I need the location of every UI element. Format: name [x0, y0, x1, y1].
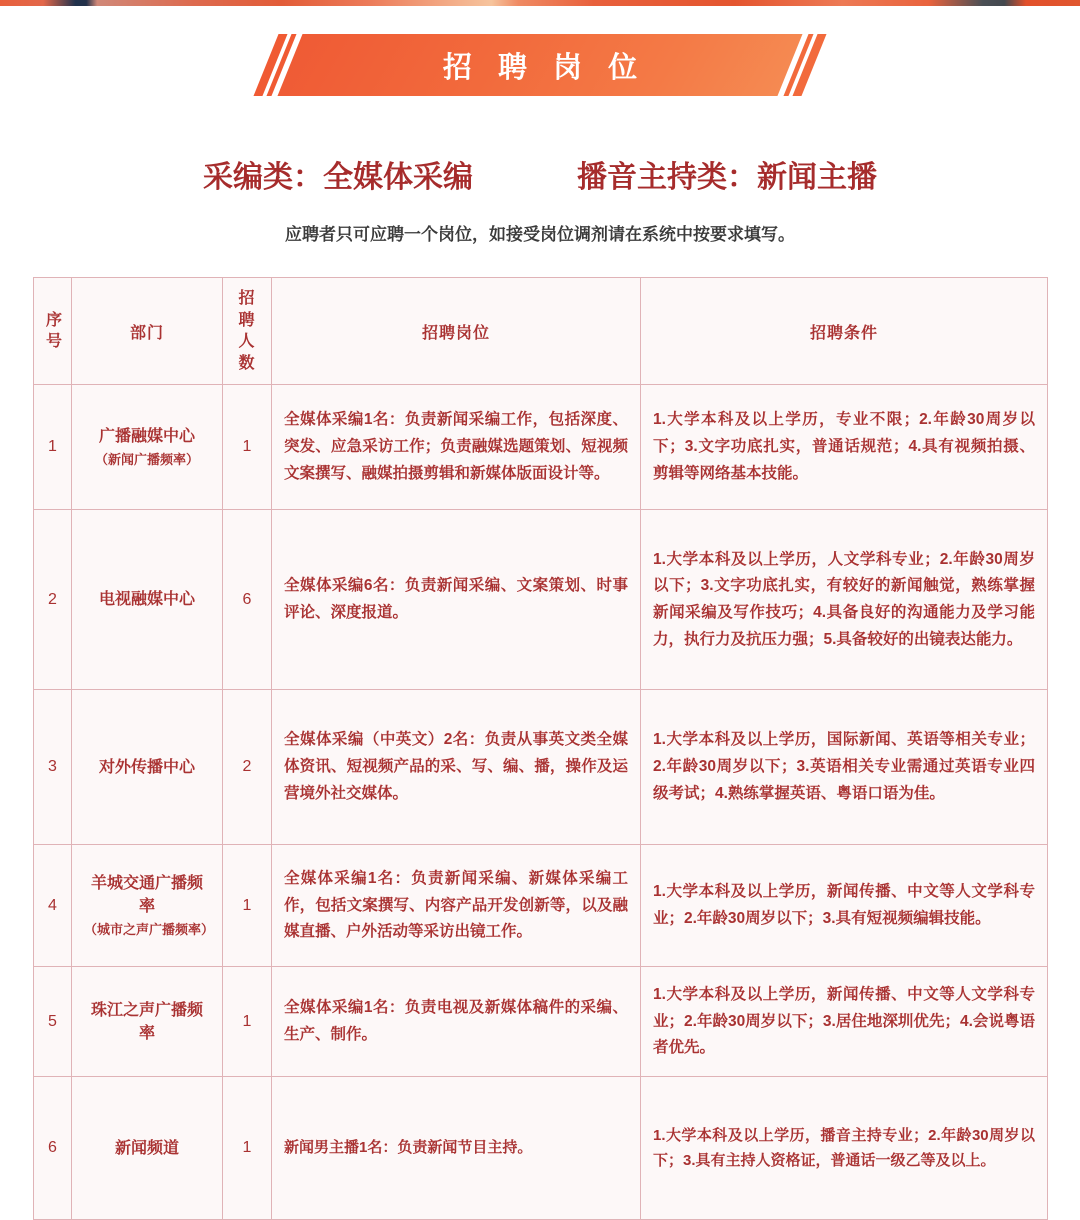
dept-name: 羊城交通广播频率: [90, 875, 203, 916]
category-headings: [0, 152, 1080, 196]
table-row: [34, 845, 1048, 967]
cell-position: 新闻男主播1名：负责新闻节目主持。: [272, 1077, 641, 1220]
column-header-requirements: 招聘条件: [641, 278, 1048, 385]
banner-title-text: 招 聘 岗 位: [442, 51, 647, 84]
cell-department: [72, 385, 223, 510]
table-row: [34, 1077, 1048, 1220]
cell-department: [72, 510, 223, 690]
dept-name: 电视融媒中心: [98, 591, 195, 609]
table-row: [34, 690, 1048, 845]
dept-name: 珠江之声广播频率: [90, 1001, 203, 1042]
cell-position: 全媒体采编1名：负责新闻采编、新媒体采编工作，包括文案撰写、内容产品开发创新等，以及融媒直播、户外活动等采访出镜工作。: [272, 845, 641, 967]
dept-subname: （新闻广播频率）: [94, 451, 199, 467]
dept-subname: （城市之声广播频率）: [84, 921, 215, 937]
recruitment-table-wrap: [33, 277, 1047, 1220]
table-header-row: [34, 278, 1048, 385]
cell-requirements: 1.大学本科及以上学历，新闻传播、中文等人文学科专业；2.年龄30周岁以下；3.居住地深圳优先；4.会说粤语者优先。: [641, 967, 1048, 1077]
heading-anchor-category: 播音主持类：新闻主播: [577, 161, 877, 194]
cell-headcount: 6: [223, 510, 272, 690]
cell-position: 全媒体采编1名：负责新闻采编工作，包括深度、突发、应急采访工作；负责融媒选题策划、短视频文案撰写、融媒拍摄剪辑和新媒体版面设计等。: [272, 385, 641, 510]
cell-index: 5: [34, 967, 72, 1077]
dept-name: 新闻频道: [114, 1139, 179, 1157]
application-notice: 应聘者只可应聘一个岗位，如接受岗位调剂请在系统中按要求填写。: [285, 225, 795, 244]
dept-name: 对外传播中心: [98, 758, 195, 776]
top-edge-strip: [0, 0, 1080, 6]
cell-department: [72, 1077, 223, 1220]
column-header-department: 部门: [72, 278, 223, 385]
column-header-headcount: 招聘人数: [223, 278, 272, 385]
cell-requirements: 1.大学本科及以上学历，播音主持专业；2.年龄30周岁以下；3.具有主持人资格证，普通话一级乙等及以上。: [641, 1077, 1048, 1220]
cell-headcount: 1: [223, 845, 272, 967]
cell-position: 全媒体采编1名：负责电视及新媒体稿件的采编、生产、制作。: [272, 967, 641, 1077]
cell-position: 全媒体采编（中英文）2名：负责从事英文类全媒体资讯、短视频产品的采、写、编、播，操作及运营境外社交媒体。: [272, 690, 641, 845]
cell-requirements: 1.大学本科及以上学历，国际新闻、英语等相关专业；2.年龄30周岁以下；3.英语相关专业需通过英语专业四级考试；4.熟练掌握英语、粤语口语为佳。: [641, 690, 1048, 845]
table-row: [34, 385, 1048, 510]
cell-headcount: 1: [223, 967, 272, 1077]
column-header-index: 序号: [34, 278, 72, 385]
cell-index: 4: [34, 845, 72, 967]
recruitment-table: [33, 277, 1048, 1220]
cell-index: 1: [34, 385, 72, 510]
cell-requirements: 1.大学本科及以上学历，专业不限；2.年龄30周岁以下；3.文字功底扎实，普通话规范；4.具有视频拍摄、剪辑等网络基本技能。: [641, 385, 1048, 510]
cell-headcount: 1: [223, 385, 272, 510]
cell-headcount: 2: [223, 690, 272, 845]
cell-position: 全媒体采编6名：负责新闻采编、文案策划、时事评论、深度报道。: [272, 510, 641, 690]
cell-index: 2: [34, 510, 72, 690]
page-title-banner: [0, 34, 1080, 96]
heading-editorial-category: 采编类：全媒体采编: [203, 161, 473, 194]
dept-name: 广播融媒中心: [98, 428, 195, 446]
column-header-position: 招聘岗位: [272, 278, 641, 385]
cell-department: [72, 845, 223, 967]
cell-department: [72, 690, 223, 845]
cell-index: 6: [34, 1077, 72, 1220]
table-row: [34, 967, 1048, 1077]
cell-headcount: 1: [223, 1077, 272, 1220]
table-row: [34, 510, 1048, 690]
cell-department: [72, 967, 223, 1077]
cell-requirements: 1.大学本科及以上学历，人文学科专业；2.年龄30周岁以下；3.文字功底扎实，有较好的新闻触觉，熟练掌握新闻采编及写作技巧；4.具备良好的沟通能力及学习能力，执行力及抗压力强；5.具备较好的出镜表达能力。: [641, 510, 1048, 690]
cell-requirements: 1.大学本科及以上学历，新闻传播、中文等人文学科专业；2.年龄30周岁以下；3.具有短视频编辑技能。: [641, 845, 1048, 967]
cell-index: 3: [34, 690, 72, 845]
